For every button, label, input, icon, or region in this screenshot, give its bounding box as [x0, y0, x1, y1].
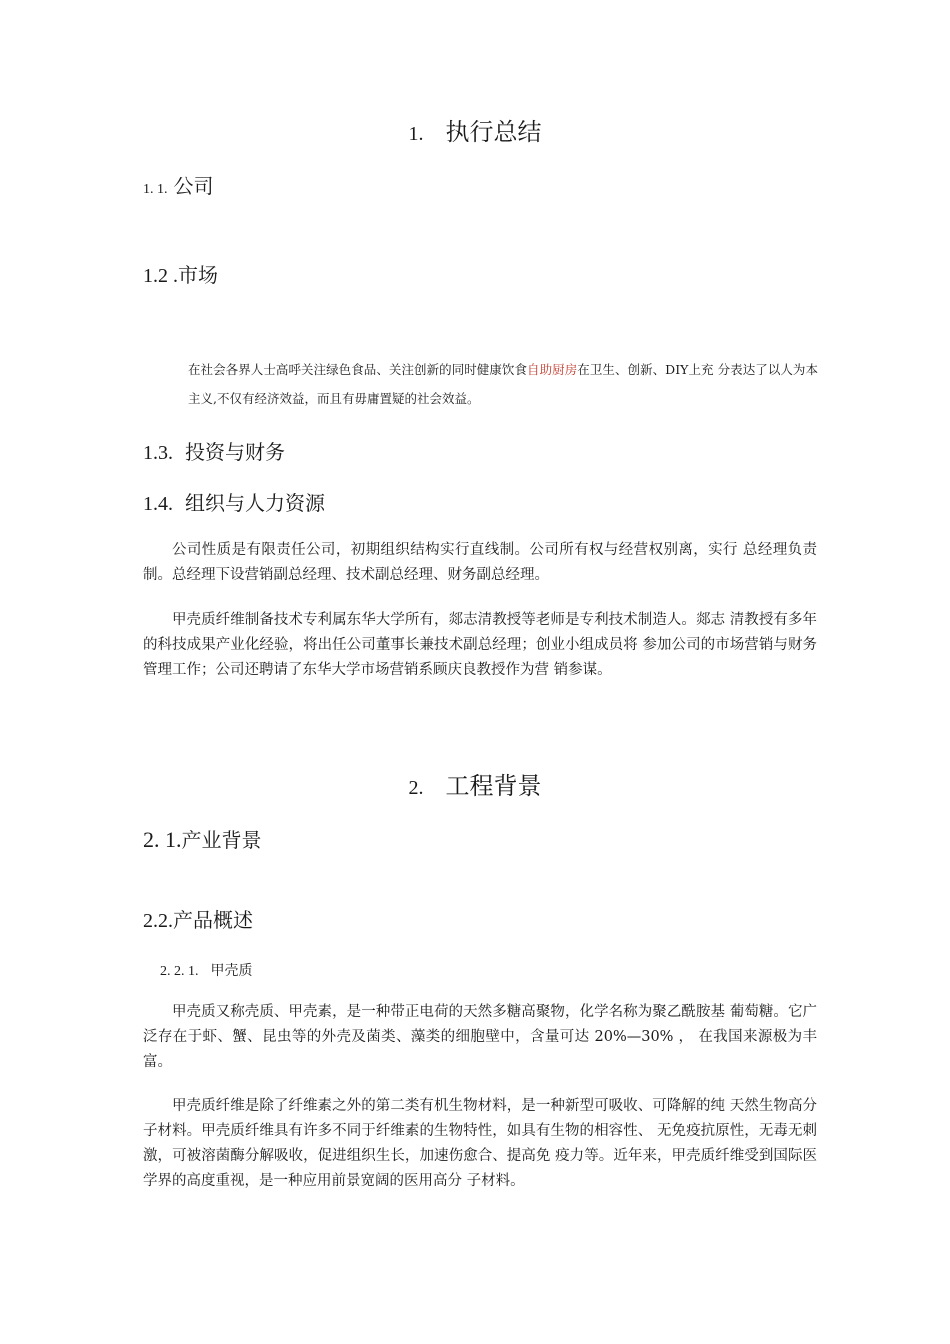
section-number: 1.2 . [143, 265, 178, 287]
chitin-paragraph-2: 甲壳质纤维是除了纤维素之外的第二类有机生物材料，是一种新型可吸收、可降解的纯 天然生物高分子材料。甲壳质纤维具有许多不同于纤维素的生物特性，如具有生物的相容性、 无免疫抗原性，无毒无刺激，可被溶菌酶分解吸收，促进组织生长，加速伤愈合、提高免 疫力等。近年来，甲壳质纤维受到国际医学界的高度重视，是一种应用前景宽阔的医用高分 子材料。 [143, 1098, 817, 1189]
section-heading-1 [0, 112, 950, 147]
org-paragraph-1: 公司性质是有限责任公司，初期组织结构实行直线制。公司所有权与经营权别离，实行 总经理负责制。总经理下设营销副总经理、技术副总经理、财务副总经理。 [143, 542, 817, 583]
section-title: 甲壳质 [210, 963, 253, 979]
section-heading-2-2 [143, 904, 253, 933]
section-title: 产品概述 [173, 908, 253, 932]
market-note [188, 355, 818, 413]
section-title: 执行总结 [445, 118, 542, 146]
section-number: 2. [408, 777, 424, 799]
highlight-text: 自助厨房 [527, 362, 578, 377]
section-number: 2.2. [143, 910, 173, 932]
section-heading-2-1 [143, 824, 262, 853]
section-number: 2. 2. 1. [160, 964, 199, 979]
section-title: 公司 [173, 174, 214, 198]
section-heading-1-1 [143, 170, 214, 199]
section-number: 1.3. [143, 442, 173, 464]
section-number: 1. 1. [143, 182, 168, 197]
section-heading-1-2 [143, 259, 218, 288]
note-text: 在卫生、创新、DIY上充 分表达了以人为本主义,不仅有经济效益，而且有毋庸置疑的社会效益。 [188, 362, 818, 406]
section-heading-1-4 [143, 487, 325, 516]
note-text: 在社会各界人士高呼关注绿色食品、关注创新的同时健康饮食 [188, 362, 528, 377]
section-heading-1-3 [143, 436, 285, 465]
section-title: 产业背景 [181, 828, 262, 852]
section-title: 市场 [178, 263, 218, 287]
section-number: 2. 1. [143, 827, 182, 852]
section-title: 组织与人力资源 [185, 491, 325, 515]
chitin-paragraph-1: 甲壳质又称壳质、甲壳素，是一种带正电荷的天然多糖高聚物，化学名称为聚乙酰胺基 葡萄糖。它广泛存在于虾、蟹、昆虫等的外壳及菌类、藻类的细胞壁中，含量可达 20%—30% ， 在我国来源极为丰富。 [143, 1004, 817, 1070]
section-title: 投资与财务 [185, 440, 285, 464]
section-heading-2 [0, 766, 950, 801]
org-paragraph-2: 甲壳质纤维制备技术专利属东华大学所有，郯志清教授等老师是专利技术制造人。郯志 清教授有多年的科技成果产业化经验，将出任公司董事长兼技术副总经理；创业小组成员将 参加公司的市场营销与财务管理工作；公司还聘请了东华大学市场营销系顾庆良教授作为营 销参谋。 [143, 612, 817, 678]
section-title: 工程背景 [445, 772, 542, 800]
section-number: 1. [408, 123, 424, 145]
section-number: 1.4. [143, 493, 173, 515]
section-heading-2-2-1 [160, 960, 253, 980]
